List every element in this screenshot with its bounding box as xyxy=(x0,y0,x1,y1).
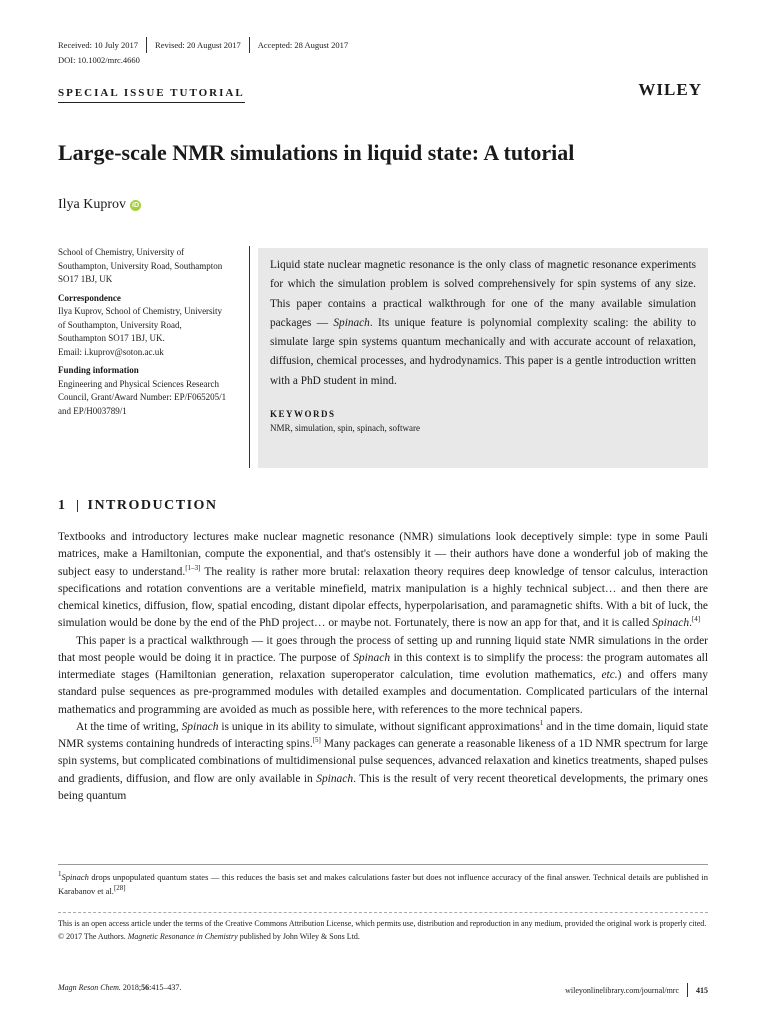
keywords-heading: KEYWORDS xyxy=(270,409,336,420)
footnote-marker[interactable]: 1 xyxy=(539,718,544,727)
section-label: SPECIAL ISSUE TUTORIAL xyxy=(58,87,245,103)
footnote-text: drops unpopulated quantum states — this reduces the basis set and makes calculations faster but does not influence accuracy of the final answer. Technical details are published in Karabanov et al. xyxy=(58,872,708,896)
text-run: The reality is rather more brutal: relaxation theory requires deep knowledge of tensor calculus, interaction specifications and rotation conventions are a veritable minefield, matrix manipulation is a highly technical subject… and then there are chemical kinetics, diffusion, flow, spatial encoding, distant dipolar effects, hyperpolarisation, and paramagnetic shifts. With a bit of luck, the simulation would be done by the end of the PhD project… or maybe not. Fortunately, there is now an app for that, and it is called xyxy=(58,565,708,630)
text-run: This paper is a practical walkthrough — it goes through the process of setting up and running liquid state NMR simulations in the order that most people would be doing it in practice. The purpose of xyxy=(58,634,708,664)
section-heading xyxy=(58,498,218,514)
footnote-rule xyxy=(58,864,708,865)
correspondence-heading: Correspondence xyxy=(58,292,121,303)
text-run: Textbooks and introductory lectures make nuclear magnetic resonance (NMR) simulations look deceptively simple: type in some Pauli matrices, make a Hamiltonian, compute the exponential, and that's ostensibly it — their authors have done a wonderful job of making the subject easy to understand. xyxy=(58,531,708,578)
funding-text: Engineering and Physical Sciences Research Council, Grant/Award Number: EP/F065205/1 and EP/H003789/1 xyxy=(58,378,227,416)
column-divider xyxy=(249,246,250,468)
citation-link[interactable]: [4] xyxy=(691,615,701,624)
section-separator xyxy=(77,500,78,512)
affiliation-address: School of Chemistry, University of Southampton, University Road, Southampton SO17 1BJ, UK xyxy=(58,247,223,284)
abstract-part: Liquid state nuclear magnetic resonance is the only class of magnetic resonance experiments for which the simulation problem is solved comprehensively for spin systems of any size. This paper contains a practical walkthrough for one of the many available simulation packages — xyxy=(270,259,696,329)
footer-right xyxy=(565,983,708,997)
body-text xyxy=(58,529,708,805)
date-separator xyxy=(249,37,250,53)
accepted-date: Accepted: 28 August 2017 xyxy=(257,40,349,50)
date-separator xyxy=(146,37,147,53)
paragraph xyxy=(58,529,708,633)
author-line xyxy=(58,197,141,213)
paragraph xyxy=(58,633,708,719)
footer-citation xyxy=(58,983,181,992)
copyright-part: © 2017 The Authors. xyxy=(58,931,128,941)
citation-year: 2018; xyxy=(120,983,142,992)
text-run-italic: Spinach xyxy=(353,651,391,664)
citation-link[interactable]: [28] xyxy=(113,884,126,893)
footer-separator xyxy=(687,983,688,997)
citation-link[interactable]: [5] xyxy=(312,736,321,745)
text-run: is unique in its ability to simulate, without significant approximations xyxy=(218,720,540,733)
affiliation-column xyxy=(58,246,230,418)
citation-pages: :415–437. xyxy=(149,983,182,992)
abstract-spinach: Spinach xyxy=(333,316,370,329)
keywords-list: NMR, simulation, spin, spinach, software xyxy=(270,423,420,434)
text-run: in this context is to simplify the process: the program automates all intermediate stages (Hamiltonian generation, relaxation superoperator calculation, time evolution mathematics, xyxy=(58,651,709,681)
section-number: 1 xyxy=(58,498,67,513)
author-name: Ilya Kuprov xyxy=(58,197,127,212)
citation-volume: 56 xyxy=(141,983,150,992)
orcid-icon[interactable]: iD xyxy=(132,201,140,209)
journal-url[interactable]: wileyonlinelibrary.com/journal/mrc xyxy=(565,985,679,995)
abstract-text xyxy=(270,256,696,391)
abstract-part: . Its unique feature is polynomial complexity scaling: the ability to simulate large spin systems quantum mechanically and with accurate account of relaxation, diffusion, chemical processes, and hydrodynamics. This paper is a gentle introduction written with a PhD student in mind. xyxy=(270,316,696,387)
license-rule xyxy=(58,912,708,913)
doi: DOI: 10.1002/mrc.4660 xyxy=(58,55,140,65)
text-run: and in the time domain, liquid state NMR systems containing hundreds of interacting spins. xyxy=(58,720,709,750)
text-run-italic: etc. xyxy=(601,669,618,681)
journal-abbrev: Magn Reson Chem. xyxy=(58,983,121,992)
section-title: INTRODUCTION xyxy=(87,498,218,513)
license-text: This is an open access article under the terms of the Creative Commons Attribution License, which permits use, distribution and reproduction in any medium, provided the original work is properly cited. xyxy=(58,919,707,928)
citation-link[interactable]: [1–3] xyxy=(185,563,201,572)
revised-date: Revised: 20 August 2017 xyxy=(155,40,241,50)
text-run-italic: Spinach xyxy=(652,617,690,630)
received-date: Received: 10 July 2017 xyxy=(58,40,139,50)
footnote-number: 1 xyxy=(58,870,62,879)
journal-name: Magnetic Resonance in Chemistry xyxy=(127,931,238,941)
article-title: Large-scale NMR simulations in liquid state: A tutorial xyxy=(58,140,575,165)
footnote xyxy=(58,870,708,898)
page-number: 415 xyxy=(696,985,708,995)
license-block xyxy=(58,918,708,943)
text-run-italic: Spinach xyxy=(181,720,219,733)
funding-heading: Funding information xyxy=(58,365,139,375)
paragraph xyxy=(58,719,708,805)
correspondence-text: Ilya Kuprov, School of Chemistry, University of Southampton, University Road, Southampton SO17 1BJ, UK. xyxy=(58,306,223,343)
copyright-part: published by John Wiley & Sons Ltd. xyxy=(237,931,360,941)
article-dates xyxy=(58,37,348,53)
text-run: ) and offers many standard pulse sequences as pre-programmed modules with detailed examples and documentation. Complicated particulars of the internal mathematics and programming are avoided as much as possible here, with references to the more technical papers. xyxy=(58,669,708,716)
copyright-text xyxy=(58,931,708,944)
publisher-logo: WILEY xyxy=(638,80,702,99)
correspondence-email: Email: i.kuprov@soton.ac.uk xyxy=(58,346,164,357)
text-run: Many packages can generate a reasonable likeness of a 1D NMR spectrum for large spin systems, but complicated combinations of multidimensional pulse sequences, advanced relaxation and kinetics treatments, shaped pulses and gradients, diffusion, and flow are only available in xyxy=(58,738,708,785)
text-run: . This is the result of very recent theoretical developments, the primary ones being quantum xyxy=(58,772,709,802)
abstract-box xyxy=(258,248,708,468)
text-run-italic: Spinach xyxy=(316,772,354,785)
footnote-italic: Spinach xyxy=(61,872,89,882)
text-run: . xyxy=(689,617,692,630)
text-run: At the time of writing, xyxy=(76,720,182,733)
